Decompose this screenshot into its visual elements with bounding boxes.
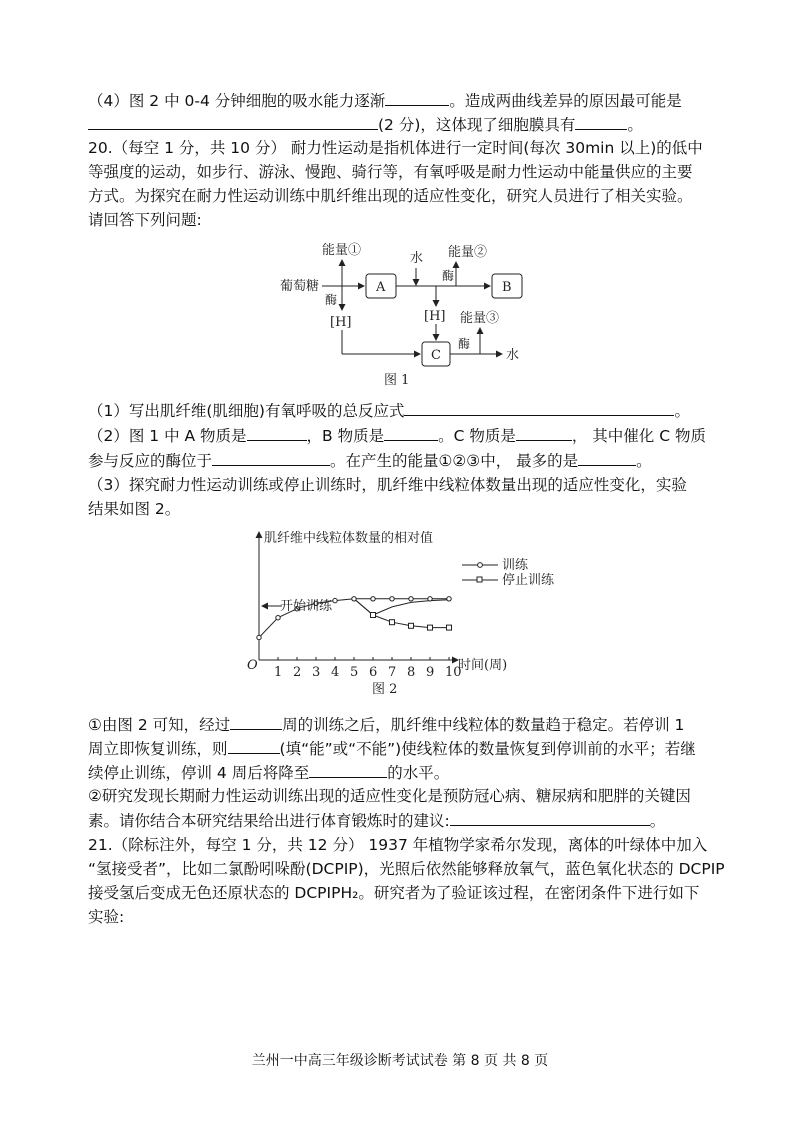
answer-blank[interactable] (516, 424, 572, 441)
figure-2-caption: 图 2 (372, 682, 398, 697)
data-point (447, 625, 452, 630)
enzyme-label-2: 酶 (442, 269, 455, 283)
x-tick-label: 2 (293, 665, 302, 680)
answer-blank[interactable] (578, 449, 636, 466)
q20-3-2-line2: 素。请你结合本研究结果给出进行体育锻炼时的建议: 。 (88, 809, 665, 832)
answer-blank[interactable] (575, 113, 627, 130)
box-a-label: A (376, 280, 386, 295)
answer-blank[interactable] (88, 113, 378, 130)
x-tick-label: 4 (331, 665, 340, 680)
x-tick-label: 9 (426, 665, 435, 680)
energy-3-label: 能量③ (460, 311, 500, 326)
x-tick-label: 3 (312, 665, 321, 680)
figure-1-diagram (270, 238, 530, 390)
data-point (409, 623, 414, 628)
q21-line3: 接受氢后变成无色还原状态的 DCPIPH₂。研究者为了验证该过程，在密闭条件下进行如下 (88, 884, 700, 902)
answer-blank[interactable] (404, 399, 674, 416)
series-line-2 (354, 599, 449, 628)
q20-intro-1: 20.（每空 1 分，共 10 分） 耐力性运动是指机体进行一定时间(每次 30min 以上)的低中 (88, 139, 703, 157)
enzyme-label-1: 酶 (325, 293, 338, 307)
q19-4-line2: (2 分)，这体现了细胞膜具有 。 (88, 113, 643, 136)
data-point (390, 597, 394, 601)
data-point (390, 620, 395, 625)
data-point (409, 597, 413, 601)
q20-intro-4: 请回答下列问题: (88, 211, 202, 229)
q20-3-line1: （3）探究耐力性运动训练或停止训练时，肌纤维中线粒体数量出现的适应性变化，实验 (88, 476, 687, 494)
q20-3-1-line1: ①由图 2 可知，经过 周的训练之后，肌纤维中线粒体的数量趋于稳定。若停训 1 (88, 713, 684, 736)
answer-blank[interactable] (384, 424, 438, 441)
glucose-label: 葡萄糖 (280, 279, 320, 294)
h-label-2: [H] (424, 309, 446, 324)
q20-2-line1: （2）图 1 中 A 物质是 ，B 物质是 。C 物质是 ， 其中催化 C 物质 (88, 424, 706, 447)
legend-label-stop: 停止训练 (502, 573, 555, 588)
q20-3-line2: 结果如图 2。 (88, 500, 181, 518)
q20-intro-2: 等强度的运动，如步行、游泳、慢跑、骑行等，有氧呼吸是耐力性运动中能量供应的主要 (88, 163, 693, 181)
q20-2-line2: 参与反应的酶位于 。在产生的能量①②③中， 最多的是 。 (88, 449, 652, 472)
q20-3-2-line1: ②研究发现长期耐力性运动训练出现的适应性变化是预防冠心病、糖尿病和肥胖的关键因 (88, 787, 691, 805)
x-tick-label: 6 (369, 665, 378, 680)
q20-3-1-line3: 续停止训练，停训 4 周后将降至 的水平。 (88, 761, 449, 784)
box-c-label: C (431, 348, 441, 363)
answer-blank[interactable] (228, 737, 280, 754)
q19-4-line1: （4）图 2 中 0-4 分钟细胞的吸水能力逐渐 。造成两曲线差异的原因最可能是 (88, 89, 682, 112)
x-tick-label: 7 (388, 665, 397, 680)
box-b-label: B (502, 280, 512, 295)
origin-label: O (247, 658, 258, 673)
q21-line1: 21.（除标注外，每空 1 分，共 12 分） 1937 年植物学家希尔发现，离体的叶绿体中加入 (88, 836, 708, 854)
enzyme-label-3: 酶 (458, 337, 471, 351)
chart-legend (462, 557, 555, 588)
energy-2-label: 能量② (448, 245, 488, 260)
x-tick-label: 5 (350, 665, 359, 680)
y-axis-label: 肌纤维中线粒体数量的相对值 (264, 531, 434, 546)
q20-1-line: （1）写出肌纤维(肌细胞)有氧呼吸的总反应式 。 (88, 399, 690, 422)
answer-blank[interactable] (385, 89, 449, 106)
annotation-start-training: 开始训练 (280, 599, 333, 614)
page-footer: 兰州一中高三年级诊断考试试卷 第 8 页 共 8 页 (251, 1053, 549, 1069)
figure-2-chart (240, 528, 600, 700)
energy-1-label: 能量① (322, 243, 362, 258)
answer-blank[interactable] (309, 761, 387, 778)
q21-line4: 实验: (88, 908, 125, 926)
q21-line2: “氢接受者”，比如二氯酚吲哚酚(DCPIP)，光照后依然能够释放氧气，蓝色氧化状态的 DCPIP (88, 860, 725, 878)
data-point (333, 598, 337, 602)
x-tick-label: 1 (274, 665, 283, 680)
answer-blank[interactable] (247, 424, 307, 441)
h-label-1: [H] (330, 315, 352, 330)
data-point (352, 597, 356, 601)
answer-blank[interactable] (450, 809, 650, 826)
answer-blank[interactable] (230, 713, 282, 730)
data-point (428, 625, 433, 630)
q20-3-1-line2: 周立即恢复训练，则 (填“能”或“不能”)使线粒体的数量恢复到停训前的水平；若继 (88, 737, 696, 760)
x-tick-label: 8 (407, 665, 416, 680)
legend-label-train: 训练 (502, 558, 529, 573)
data-point (371, 613, 376, 618)
series-line-3 (354, 599, 449, 615)
data-point (447, 597, 451, 601)
figure-1-caption: 图 1 (384, 373, 410, 388)
data-point (276, 616, 280, 620)
water-in-label: 水 (410, 251, 424, 266)
answer-blank[interactable] (212, 449, 330, 466)
water-out-label: 水 (506, 348, 520, 363)
x-axis-label: 时间(周) (458, 658, 508, 673)
data-point (371, 597, 375, 601)
q20-intro-3: 方式。为探究在耐力性运动训练中肌纤维出现的适应性变化，研究人员进行了相关实验。 (88, 187, 693, 205)
data-point (428, 597, 432, 601)
x-tick-label: 10 (445, 665, 462, 680)
data-point (257, 635, 261, 639)
